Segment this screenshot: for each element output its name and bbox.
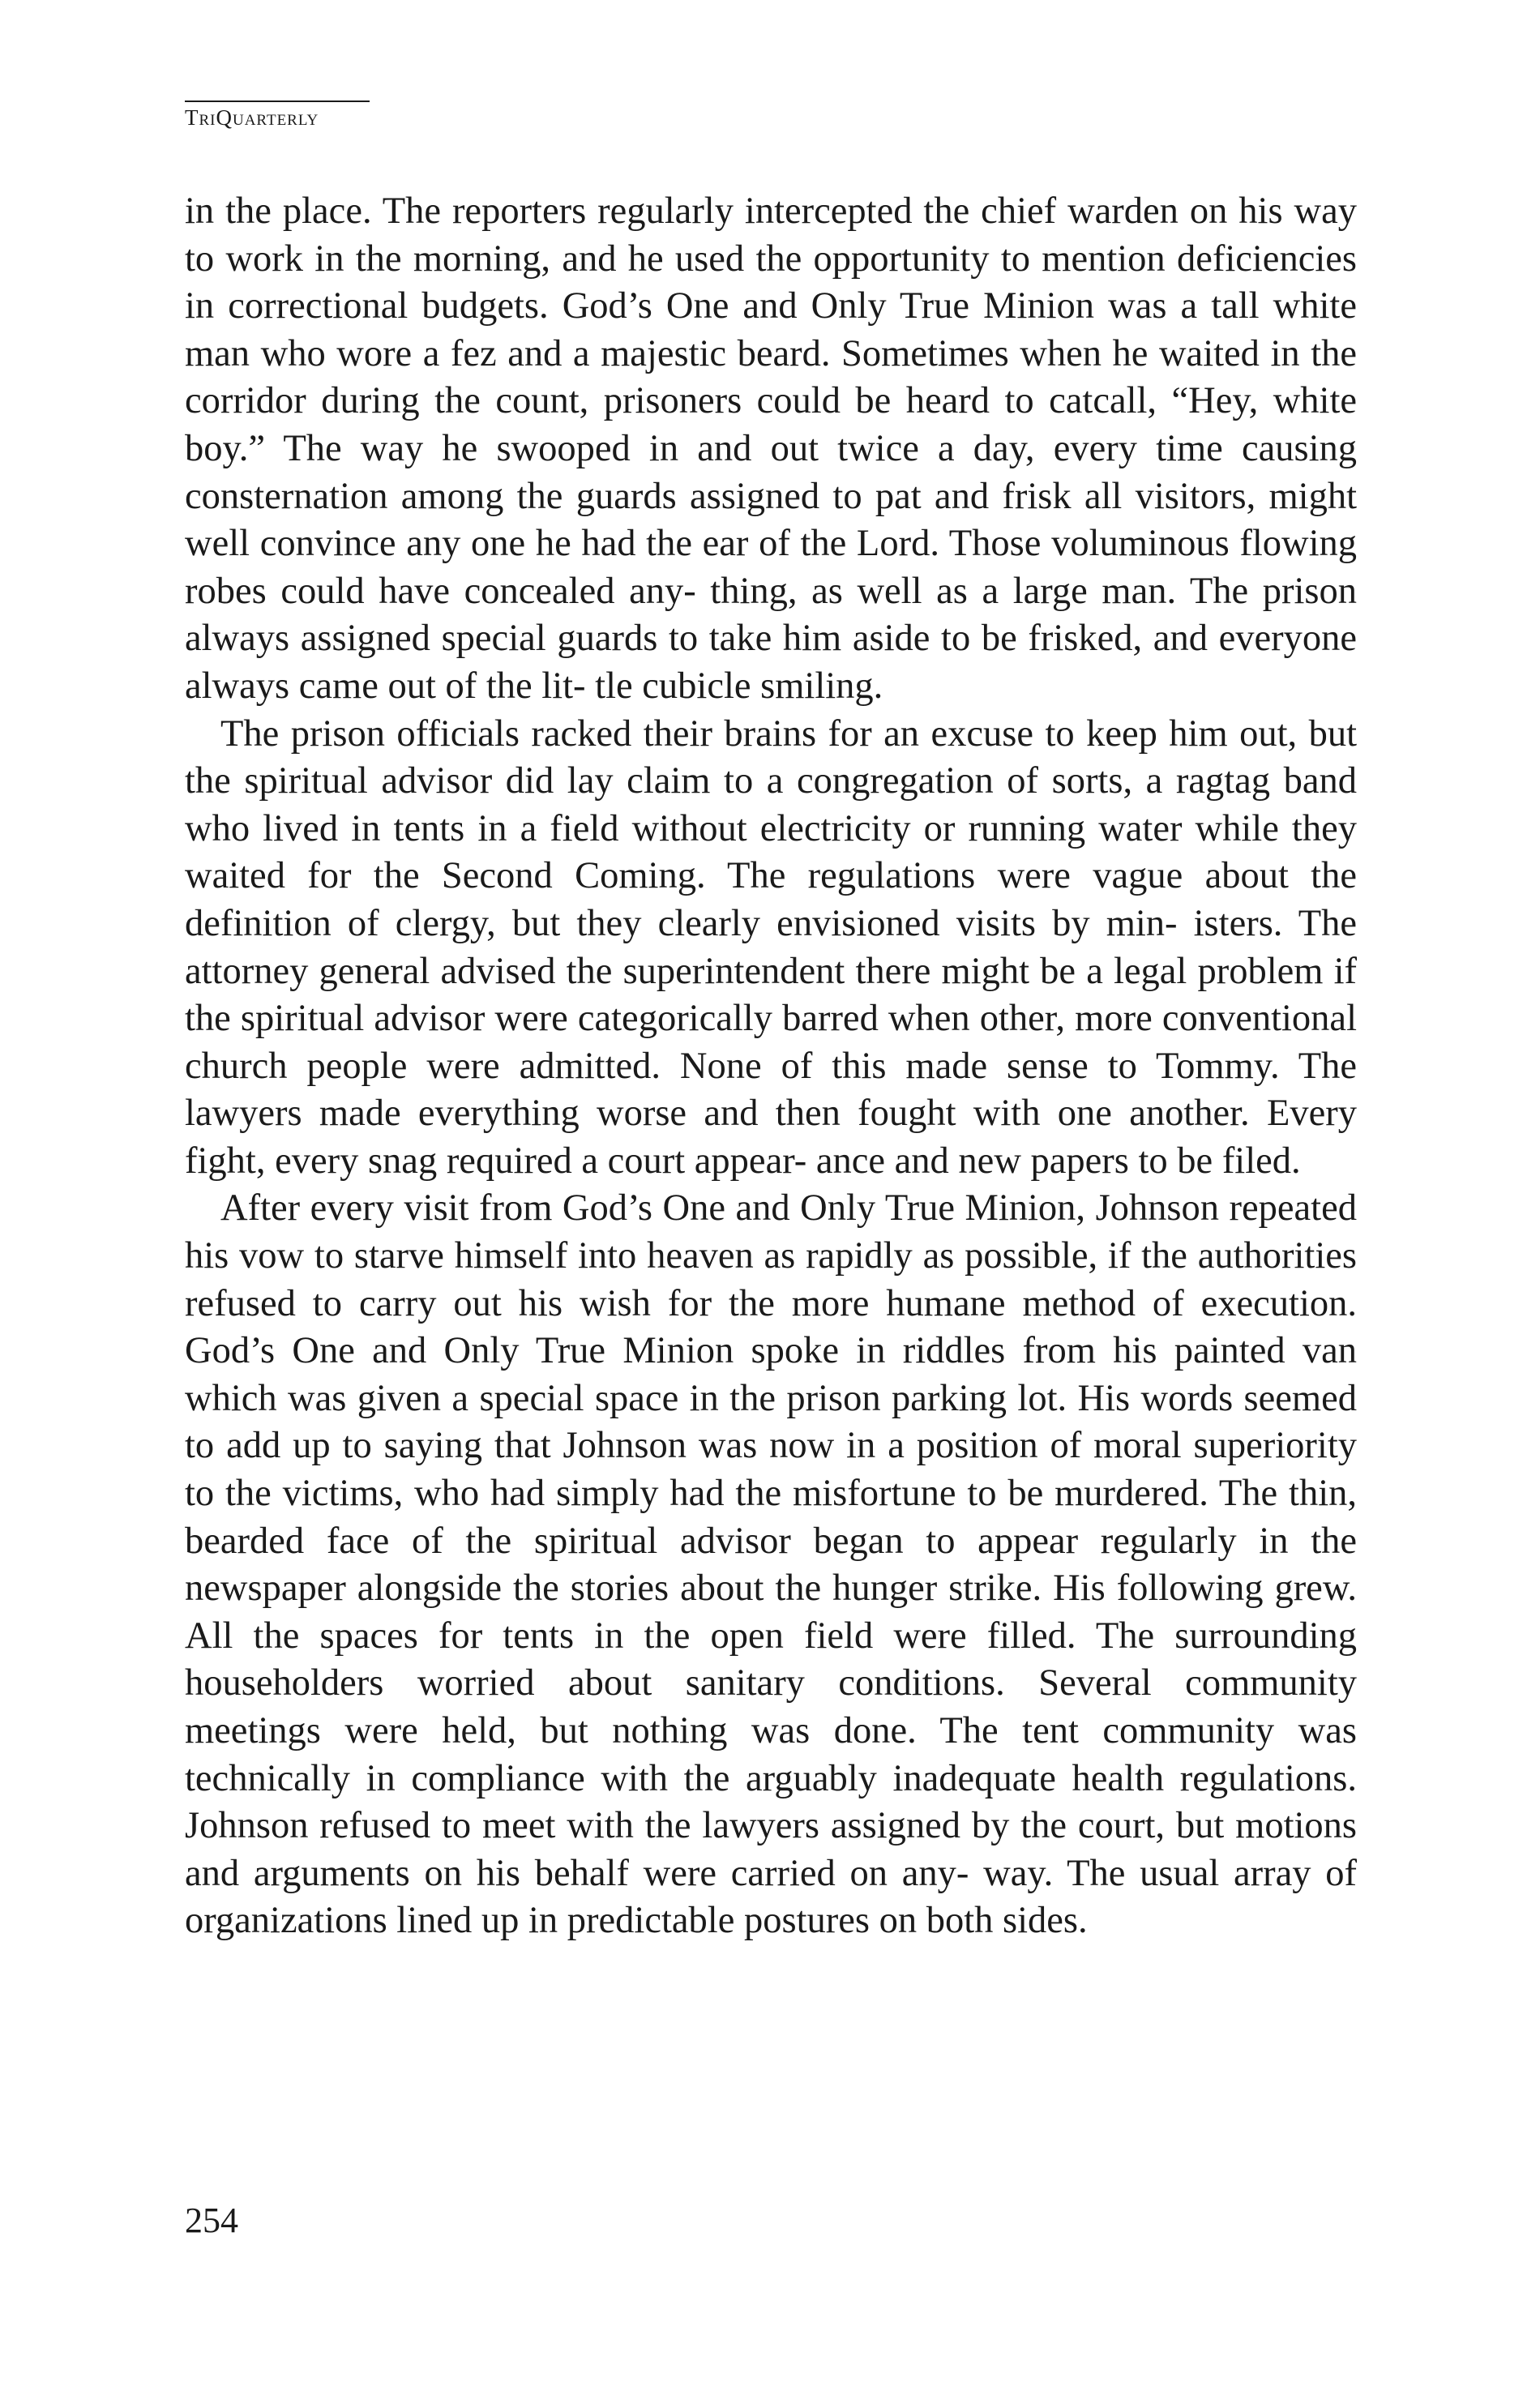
paragraph-2: The prison officials racked their brains for an excuse to keep him out, but the spiritual advisor did lay claim to a congregation of sorts, a ragtag band who lived in tents in a field without electricity or running water while they waited for the Second Coming. The regulations were vague about the definition of clergy, but they clearly envisioned visits by min- isters. The attorney general advised the superintendent there might be a legal problem if the spiritual advisor were categorically barred when other, more conventional church people were admitted. None of this made sense to Tommy. The lawyers made everything worse and then fought with one another. Every fight, every snag required a court appear- ance and new papers to be filed.	[185, 712, 1357, 1182]
running-head	[185, 107, 319, 129]
running-head-rule	[185, 101, 370, 102]
body-text	[185, 188, 1357, 1945]
page-number: 254	[185, 2201, 238, 2240]
paragraph-3: After every visit from God’s One and Only True Minion, Johnson repeated his vow to starve himself into heaven as rapidly as possible, if the authorities refused to carry out his wish for the more humane method of execution. God’s One and Only True Minion spoke in riddles from his painted van which was given a special space in the prison parking lot. His words seemed to add up to saying that Johnson was now in a position of moral superiority to the victims, who had simply had the misfortune to be murdered. The thin, bearded face of the spiritual advisor began to appear regularly in the newspaper alongside the stories about the hunger strike. His following grew. All the spaces for tents in the open field were filled. The surrounding householders worried about sanitary conditions. Several community meetings were held, but nothing was done. The tent community was technically in compliance with the arguably inadequate health regulations. Johnson refused to meet with the lawyers assigned by the court, but motions and arguments on his behalf were carried on any- way. The usual array of organizations lined up in predictable postures on both sides.	[185, 1187, 1357, 1942]
running-head-title: TriQuarterly	[185, 105, 319, 130]
paragraph-1: in the place. The reporters regularly intercepted the chief warden on his way to work in the morning, and he used the opportunity to mention deficiencies in correctional budgets. God’s One and Only True Minion was a tall white man who wore a fez and a majestic beard. Sometimes when he waited in the corridor during the count, prisoners could be heard to catcall, “Hey, white boy.” The way he swooped in and out twice a day, every time causing consternation among the guards assigned to pat and frisk all visitors, might well convince any one he had the ear of the Lord. Those voluminous flowing robes could have concealed any- thing, as well as a large man. The prison always assigned special guards to take him aside to be frisked, and everyone always came out of the lit- tle cubicle smiling.	[185, 190, 1357, 707]
